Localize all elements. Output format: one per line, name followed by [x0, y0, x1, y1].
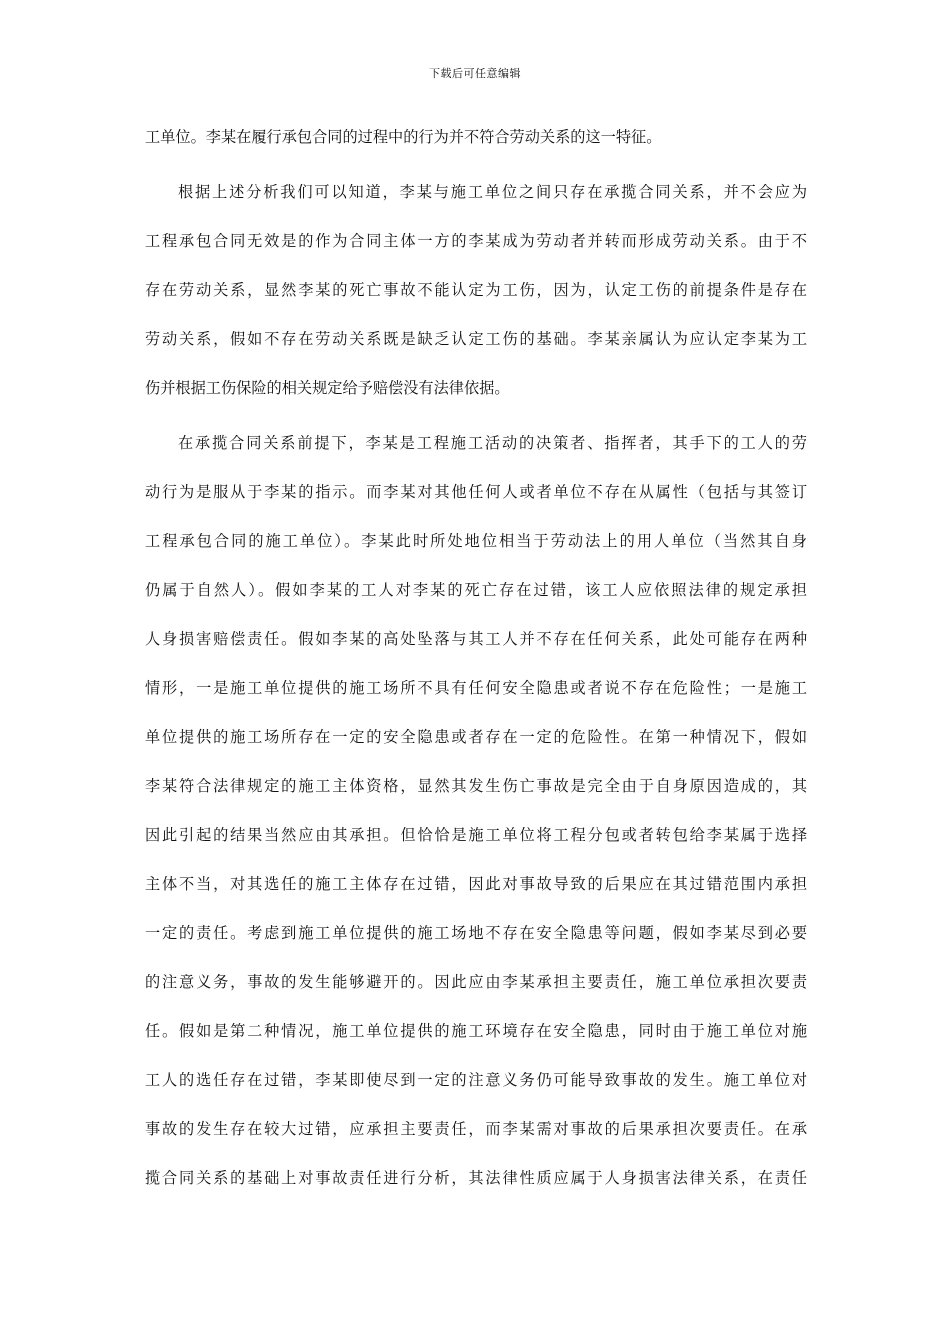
paragraph [145, 430, 807, 1192]
text-line: 事故的发生存在较大过错，应承担主要责任，而李某需对事故的后果承担次要责任。在承 [145, 1120, 807, 1138]
text-line: 主体不当，对其选任的施工主体存在过错，因此对事故导致的后果应在其过错范围内承担 [145, 875, 807, 893]
text-line: 单位提供的施工场所存在一定的安全隐患或者存在一定的危险性。在第一种情况下，假如 [145, 728, 807, 746]
text-line: 存在劳动关系，显然李某的死亡事故不能认定为工伤，因为，认定工伤的前提条件是存在 [145, 281, 807, 299]
text-line: 工人的选任存在过错，李某即使尽到一定的注意义务仍可能导致事故的发生。施工单位对 [145, 1071, 807, 1089]
text-line: 任。假如是第二种情况，施工单位提供的施工环境存在安全隐患，同时由于施工单位对施 [145, 1022, 807, 1040]
text-line: 在承揽合同关系前提下，李某是工程施工活动的决策者、指挥者，其手下的工人的劳 [178, 434, 807, 452]
paragraph-spacer [145, 402, 807, 431]
paragraph [145, 179, 807, 402]
text-line: 人身损害赔偿责任。假如李某的高处坠落与其工人并不存在任何关系，此处可能存在两种 [145, 630, 807, 648]
text-line: 的注意义务，事故的发生能够避开的。因此应由李某承担主要责任，施工单位承担次要责 [145, 973, 807, 991]
page-header: 下载后可任意编辑 [429, 67, 521, 80]
text-line: 劳动关系，假如不存在劳动关系既是缺乏认定工伤的基础。李某亲属认为应认定李某为工 [145, 330, 807, 348]
text-line: 根据上述分析我们可以知道，李某与施工单位之间只存在承揽合同关系，并不会应为 [178, 183, 807, 201]
text-line: 工单位。李某在履行承包合同的过程中的行为并不符合劳动关系的这一特征。 [145, 128, 662, 146]
text-line: 动行为是服从于李某的指示。而李某对其他任何人或者单位不存在从属性（包括与其签订 [145, 483, 807, 501]
text-line: 一定的责任。考虑到施工单位提供的施工场地不存在安全隐患等问题，假如李某尽到必要 [145, 924, 807, 942]
text-line: 揽合同关系的基础上对事故责任进行分析，其法律性质应属于人身损害法律关系，在责任 [145, 1169, 807, 1187]
text-line: 李某符合法律规定的施工主体资格，显然其发生伤亡事故是完全由于自身原因造成的，其 [145, 777, 807, 795]
paragraph-spacer [145, 151, 807, 180]
text-line: 情形，一是施工单位提供的施工场所不具有任何安全隐患或者说不存在危险性；一是施工 [145, 679, 807, 697]
document-body [145, 124, 807, 1192]
paragraph [145, 124, 807, 151]
text-line: 因此引起的结果当然应由其承担。但恰恰是施工单位将工程分包或者转包给李某属于选择 [145, 826, 807, 844]
text-line: 工程承包合同无效是的作为合同主体一方的李某成为劳动者并转而形成劳动关系。由于不 [145, 232, 807, 250]
text-line: 工程承包合同的施工单位）。李某此时所处地位相当于劳动法上的用人单位（当然其自身 [145, 532, 807, 550]
text-line: 仍属于自然人）。假如李某的工人对李某的死亡存在过错，该工人应依照法律的规定承担 [145, 581, 807, 599]
text-line: 伤并根据工伤保险的相关规定给予赔偿没有法律依据。 [145, 379, 510, 397]
